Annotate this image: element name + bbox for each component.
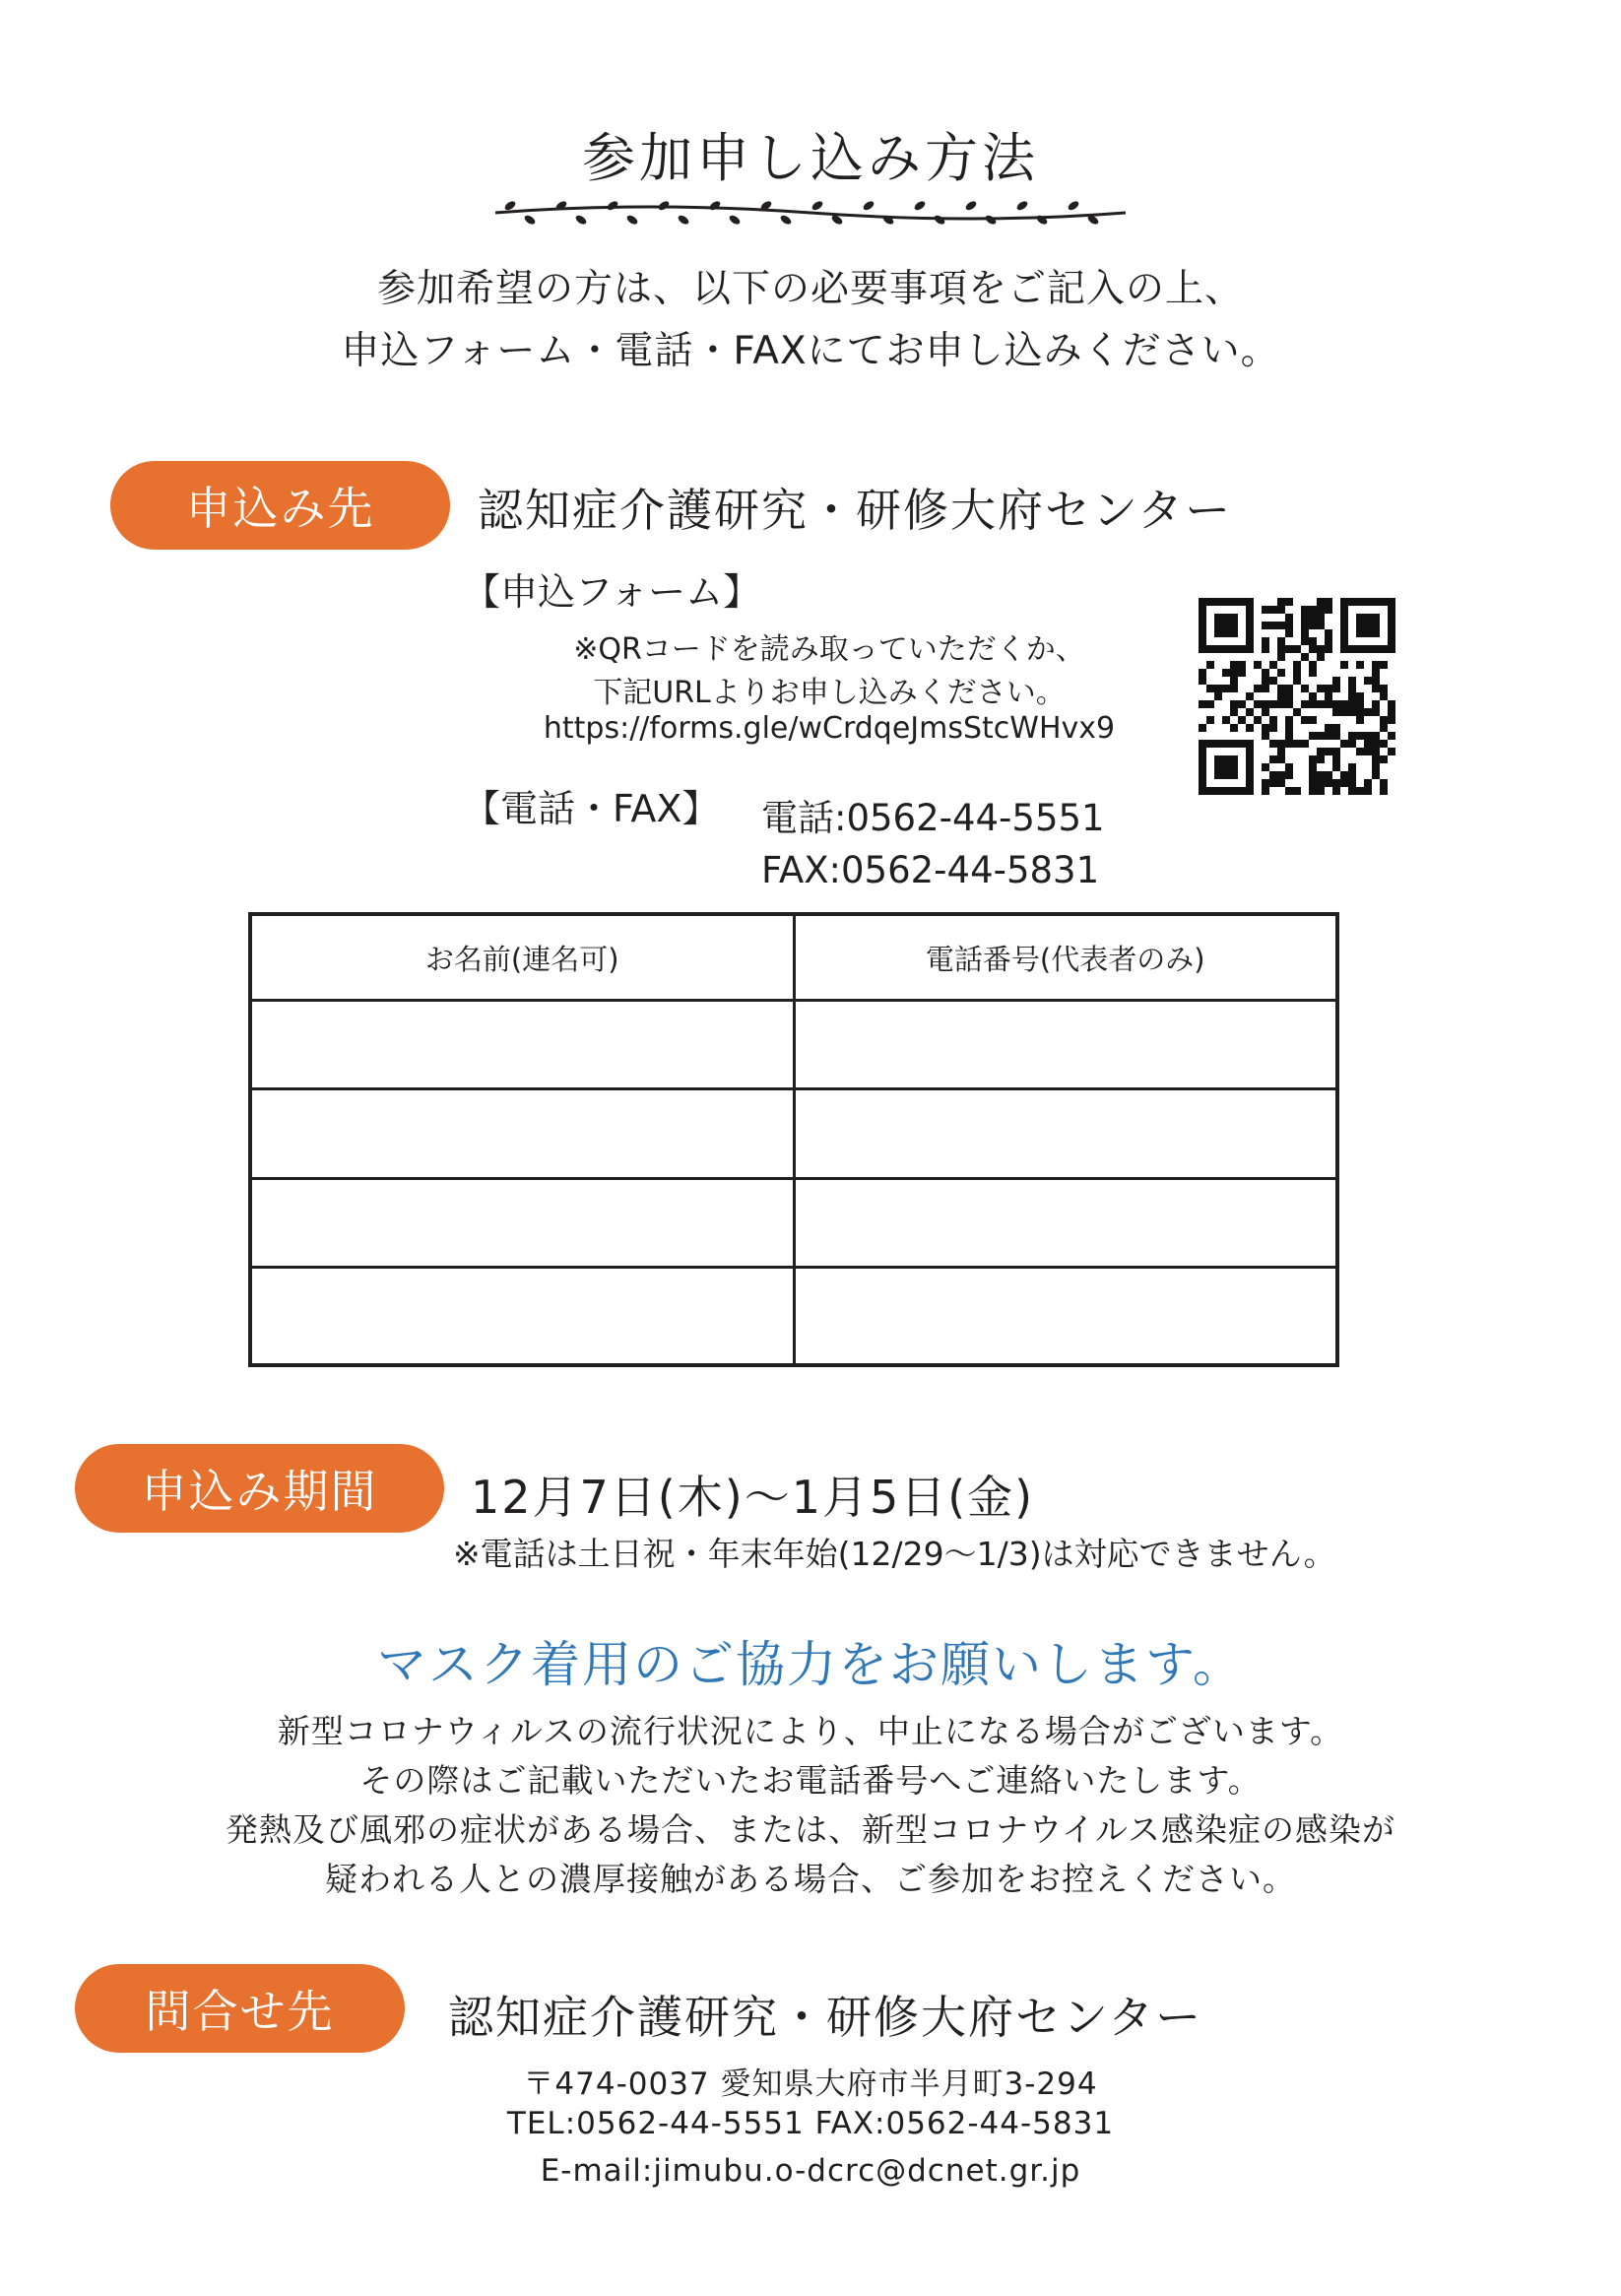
name-column-header: お名前(連名可)	[250, 914, 794, 1001]
qr-code-icon[interactable]	[1199, 598, 1395, 795]
table-row	[250, 1001, 1337, 1089]
inquiry-telfax: TEL:0562-44-5551 FAX:0562-44-5831	[506, 2106, 1115, 2141]
period-label-badge: 申込み期間	[75, 1444, 444, 1533]
form-note-1: ※QRコードを読み取っていただくか、	[573, 632, 1085, 667]
application-table	[248, 912, 1339, 1367]
leaf-vine-ornament-icon	[486, 193, 1135, 232]
phone-fax-heading: 【電話・FAX】	[463, 787, 720, 830]
form-heading: 【申込フォーム】	[463, 570, 761, 614]
inquiry-organization: 認知症介護研究・研修大府センター	[448, 1991, 1203, 2044]
intro-line-2: 申込フォーム・電話・FAXにてお申し込みください。	[341, 329, 1280, 373]
apply-tel: 電話:0562-44-5551	[761, 797, 1105, 839]
notice-line-4: 疑われる人との濃厚接触がある場合、ご参加をお控えください。	[325, 1860, 1296, 1898]
intro-line-1: 参加希望の方は、以下の必要事項をご記入の上、	[376, 267, 1244, 311]
notice-line-1: 新型コロナウィルスの流行状況により、中止になる場合がございます。	[277, 1712, 1344, 1750]
phone-cell[interactable]	[794, 1268, 1337, 1365]
period-dates: 12月7日(木)～1月5日(金)	[471, 1471, 1035, 1524]
phone-cell[interactable]	[794, 1089, 1337, 1178]
inquiry-address: 〒474-0037 愛知県大府市半月町3-294	[523, 2066, 1098, 2102]
form-note-2: 下記URLよりお申し込みください。	[593, 676, 1066, 710]
page-title: 参加申し込み方法	[582, 127, 1039, 189]
notice-line-3: 発熱及び風邪の症状がある場合、または、新型コロナウイルス感染症の感染が	[225, 1810, 1396, 1849]
name-cell[interactable]	[250, 1178, 794, 1267]
name-cell[interactable]	[250, 1089, 794, 1178]
phone-column-header: 電話番号(代表者のみ)	[794, 914, 1337, 1001]
mask-request-title: マスク着用のご協力をお願いします。	[377, 1636, 1244, 1693]
form-url-link[interactable]: https://forms.gle/wCrdqeJmsStcWHvx9	[543, 711, 1116, 746]
name-cell[interactable]	[250, 1268, 794, 1365]
phone-cell[interactable]	[794, 1001, 1337, 1089]
table-row	[250, 1089, 1337, 1178]
apply-fax: FAX:0562-44-5831	[761, 849, 1100, 891]
phone-cell[interactable]	[794, 1178, 1337, 1267]
table-header-row	[250, 914, 1337, 1001]
apply-organization: 認知症介護研究・研修大府センター	[478, 484, 1233, 537]
notice-line-2: その際はご記載いただいたお電話番号へご連絡いたします。	[359, 1761, 1262, 1800]
period-note: ※電話は土日祝・年末年始(12/29～1/3)は対応できません。	[453, 1535, 1336, 1573]
name-cell[interactable]	[250, 1001, 794, 1089]
inquiry-email[interactable]: E-mail:jimubu.o-dcrc@dcnet.gr.jp	[540, 2153, 1081, 2189]
table-row	[250, 1178, 1337, 1267]
apply-label-badge: 申込み先	[110, 461, 450, 550]
inquiry-label-badge: 問合せ先	[75, 1964, 405, 2053]
table-row	[250, 1268, 1337, 1365]
